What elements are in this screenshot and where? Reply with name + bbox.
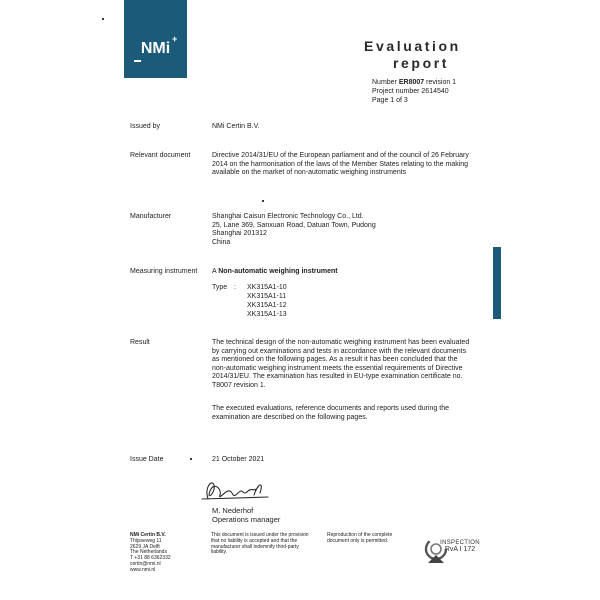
- type-row: [212, 311, 287, 320]
- signatory-role: Operations manager: [212, 515, 281, 524]
- issued-by-label: Issued by: [130, 123, 160, 130]
- footer-company-line: www.nmi.nl: [130, 566, 156, 573]
- signature: [196, 475, 272, 507]
- relevant-document-label: Relevant document: [130, 152, 191, 159]
- signatory-name: M. Nederhof: [212, 506, 254, 515]
- manufacturer-line: Shanghai 201312: [212, 230, 267, 238]
- type-row: [212, 293, 287, 302]
- nmi-logo-plus: +: [172, 34, 178, 44]
- type-value: XK315A1-13: [247, 311, 287, 318]
- measuring-instrument-value: [212, 268, 338, 277]
- manufacturer-line: Shanghai Caisun Electronic Technology Co., Ltd.: [212, 213, 364, 220]
- result-paragraph-1: The technical design of the non-automatic weighing instrument has been evaluated by carrying out examinations and tests in accordance with the relevant documents as mentioned on the following pages. As a result it has been concluded that the non-automatic weighing instrument meets the essential requirements of Directive 2014/31/EU. The examination has resulted in EU-type examination certificate no. T8007 revision 1.: [212, 339, 470, 389]
- inspection-line-1: INSPECTION: [440, 540, 480, 546]
- instrument-prefix: A: [212, 268, 217, 275]
- issue-date-label: Issue Date: [130, 456, 164, 463]
- result-label: Result: [130, 339, 150, 346]
- nmi-logo: [124, 0, 187, 78]
- inspection-label: [440, 540, 480, 553]
- footer-reproduction: Reproduction of the complete document only is permitted.: [327, 532, 393, 544]
- footer-company-line: Thijsseweg 11: [130, 537, 162, 544]
- footer-company-line: The Netherlands: [130, 549, 167, 556]
- type-label: Type: [212, 284, 228, 291]
- project-number: Project number 2614540: [372, 88, 449, 95]
- manufacturer-label: Manufacturer: [130, 213, 172, 220]
- instrument-types: [212, 284, 287, 320]
- manufacturer-address: [212, 213, 376, 247]
- report-title-line1: Evaluation: [364, 38, 461, 54]
- scan-speck: [190, 458, 192, 460]
- report-number: [372, 79, 456, 88]
- report-title-line2: report: [393, 55, 450, 71]
- type-row: [212, 284, 287, 293]
- issued-by-value: NMi Certin B.V.: [212, 123, 260, 130]
- issue-date-value: 21 October 2021: [212, 456, 265, 463]
- scan-speck: [262, 200, 264, 202]
- scan-speck: [102, 18, 104, 20]
- manufacturer-line: China: [212, 238, 231, 246]
- report-number-prefix: Number: [372, 79, 397, 86]
- page-number: Page 1 of 3: [372, 97, 408, 104]
- relevant-document-value: Directive 2014/31/EU of the European parliament and of the council of 26 February 2014 on the harmonisation of the laws of the Member States relating to the making available on the market of non-automatic weighing instruments: [212, 152, 469, 177]
- footer-company-line: T +31 88 6362332: [130, 555, 171, 562]
- footer-company-line: 2629 JA Delft: [130, 543, 160, 550]
- type-value: XK315A1-11: [247, 293, 287, 300]
- edge-tab: [493, 247, 501, 319]
- type-row: [212, 302, 287, 311]
- footer-company-line: certin@nmi.nl: [130, 560, 161, 567]
- type-value: XK315A1-10: [247, 284, 287, 291]
- type-colon: :: [234, 284, 236, 291]
- instrument-name: Non-automatic weighing instrument: [218, 268, 338, 275]
- footer-liability: This document is issued under the provision that no liability is accepted and that the manufacturer shall indemnify third-party liability.: [211, 532, 309, 556]
- nmi-logo-dash: [134, 60, 141, 62]
- type-value: XK315A1-12: [247, 302, 287, 309]
- report-number-suffix: revision 1: [426, 79, 457, 86]
- report-number-value: ER8007: [398, 79, 425, 86]
- footer-company-name: NMi Certin B.V.: [130, 532, 166, 538]
- result-paragraph-2: The executed evaluations, reference documents and reports used during the examination are described on the following pages.: [212, 405, 449, 421]
- manufacturer-line: 25, Lane 369, Sanxuan Road, Datuan Town, Pudong: [212, 221, 376, 229]
- nmi-logo-text: NMi: [140, 40, 171, 57]
- measuring-instrument-label: Measuring instrument: [130, 268, 198, 275]
- inspection-line-2: RvA I 172: [444, 546, 476, 553]
- footer-company: [130, 533, 171, 574]
